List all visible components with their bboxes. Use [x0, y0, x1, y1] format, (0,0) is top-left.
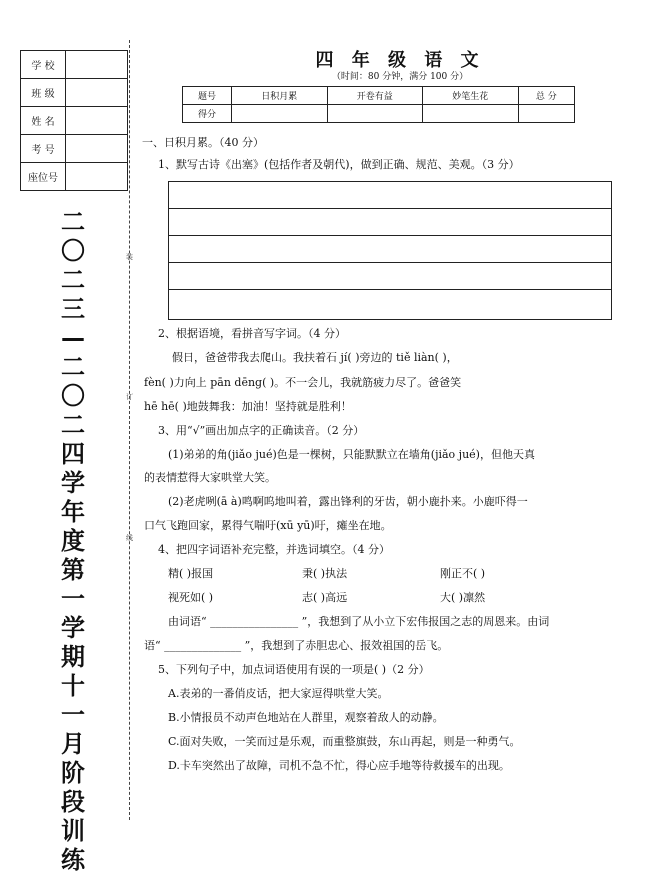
vertical-title-char: 阶 — [61, 759, 85, 787]
score-header: 开卷有益 — [327, 87, 423, 105]
option-c: C.面对失败，一笑而过是乐观，而重整旗鼓，东山再起，则是一种勇气。 — [168, 735, 521, 748]
vertical-title-char: 期 — [61, 643, 85, 671]
vertical-title-char: 度 — [61, 527, 85, 555]
vertical-title-char: 二 — [61, 208, 85, 236]
page-subtitle: （时间：80 分钟，满分 100 分） — [331, 72, 469, 82]
question-2-line-3: hē hē( )地鼓舞我：加油！坚持就是胜利！ — [144, 400, 352, 413]
vertical-title-char: 学 — [61, 614, 85, 642]
vertical-title-char: — — [61, 324, 85, 352]
q4-word: 大( )凛然 — [440, 591, 486, 604]
question-3: 3、用“√”画出加点字的正确读音。（2 分） — [158, 424, 365, 437]
margin-mark: 装 — [126, 253, 133, 261]
vertical-title-char: 训 — [61, 817, 85, 845]
vertical-exam-title — [58, 208, 88, 875]
vertical-title-char: 二 — [61, 266, 85, 294]
question-2-line-1: 假日，爸爸带我去爬山。我扶着石 jí( )旁边的 tiě liàn( )， — [172, 351, 458, 364]
vertical-title-char: 学 — [61, 469, 85, 497]
question-1: 1、默写古诗《出塞》(包括作者及朝代)，做到正确、规范、美观。（3 分） — [158, 158, 520, 171]
option-d: D.卡车突然出了故障，司机不急不忙，得心应手地等待救援车的出现。 — [168, 759, 510, 772]
vertical-title-char: 第 — [61, 556, 85, 584]
option-b: B.小情报员不动声色地站在人群里，观察着敌人的动静。 — [168, 711, 444, 724]
option-a: A.表弟的一番俏皮话，把大家逗得哄堂大笑。 — [168, 687, 389, 700]
score-row-label: 得分 — [183, 105, 232, 123]
info-field-school[interactable] — [66, 51, 128, 79]
question-4: 4、把四字词语补充完整，并选词填空。（4 分） — [158, 543, 390, 556]
question-3-item-1: (1)弟弟的角(jiǎo jué)色是一棵树，只能默默立在墙角(jiǎo jué)，但他天真 — [168, 448, 535, 461]
question-3-item-1-cont: 的表情惹得大家哄堂大笑。 — [144, 471, 276, 484]
q4-word: 秉( )执法 — [302, 567, 348, 580]
vertical-title-char: 〇 — [61, 382, 85, 410]
info-label-school: 学 校 — [21, 51, 66, 79]
score-header: 总 分 — [518, 87, 574, 105]
vertical-title-char: 四 — [61, 440, 85, 468]
info-label-name: 姓 名 — [21, 107, 66, 135]
q4-word: 刚正不( ) — [440, 567, 486, 580]
info-label-seat: 座位号 — [21, 163, 66, 191]
info-field-class[interactable] — [66, 79, 128, 107]
score-cell[interactable] — [327, 105, 423, 123]
score-table — [182, 86, 575, 123]
info-label-class: 班 级 — [21, 79, 66, 107]
info-field-name[interactable] — [66, 107, 128, 135]
question-2-line-2: fèn( )力向上 pān dēng( )。不一会儿，我就筋疲力尽了。爸爸笑 — [144, 376, 462, 389]
q4-word: 志( )高远 — [302, 591, 348, 604]
margin-mark: 线 — [126, 534, 133, 542]
question-4-line-3: 由词语“ ________________ ”，我想到了从小立下宏伟报国之志的周恩来。由词 — [168, 615, 550, 628]
question-2: 2、根据语境，看拼音写字词。（4 分） — [158, 327, 346, 340]
vertical-title-char: 年 — [61, 498, 85, 526]
page-title: 四 年 级 语 文 — [315, 50, 485, 71]
question-3-item-2: (2)老虎咧(ā à)鸣啊呜地叫着，露出锋利的牙齿，朝小鹿扑来。小鹿吓得一 — [168, 495, 528, 508]
score-cell[interactable] — [423, 105, 519, 123]
score-cell[interactable] — [518, 105, 574, 123]
vertical-title-char: 二 — [61, 353, 85, 381]
student-info-table — [20, 50, 128, 191]
vertical-title-char: 一 — [61, 585, 85, 613]
vertical-title-char: 二 — [61, 411, 85, 439]
vertical-title-char: 段 — [61, 788, 85, 816]
info-field-exam-number[interactable] — [66, 135, 128, 163]
q4-word: 精( )报国 — [168, 567, 214, 580]
vertical-title-char: 十 — [61, 672, 85, 700]
vertical-title-char: 三 — [61, 295, 85, 323]
vertical-title-char: 一 — [61, 701, 85, 729]
info-label-exam-number: 考 号 — [21, 135, 66, 163]
vertical-title-char: 〇 — [61, 237, 85, 265]
q4-word: 视死如( ) — [168, 591, 214, 604]
question-3-item-2-cont: 口气飞跑回家，累得气喘吁(xū yū)吁，瘫坐在地。 — [144, 519, 392, 532]
score-header: 妙笔生花 — [423, 87, 519, 105]
vertical-title-char: 月 — [61, 730, 85, 758]
vertical-title-char: 练 — [61, 846, 85, 874]
margin-mark: 订 — [126, 393, 133, 401]
writing-lines-box[interactable] — [168, 181, 612, 320]
score-header: 日积月累 — [232, 87, 328, 105]
score-header: 题号 — [183, 87, 232, 105]
question-4-line-4: 语“ ______________ ”，我想到了赤胆忠心、报效祖国的岳飞。 — [144, 639, 449, 652]
score-cell[interactable] — [232, 105, 328, 123]
info-field-seat[interactable] — [66, 163, 128, 191]
binding-dashed-line — [129, 40, 130, 820]
question-5: 5、下列句子中，加点词语使用有误的一项是( )（2 分） — [158, 663, 430, 676]
section-1-heading: 一、日积月累。（40 分） — [142, 136, 264, 149]
